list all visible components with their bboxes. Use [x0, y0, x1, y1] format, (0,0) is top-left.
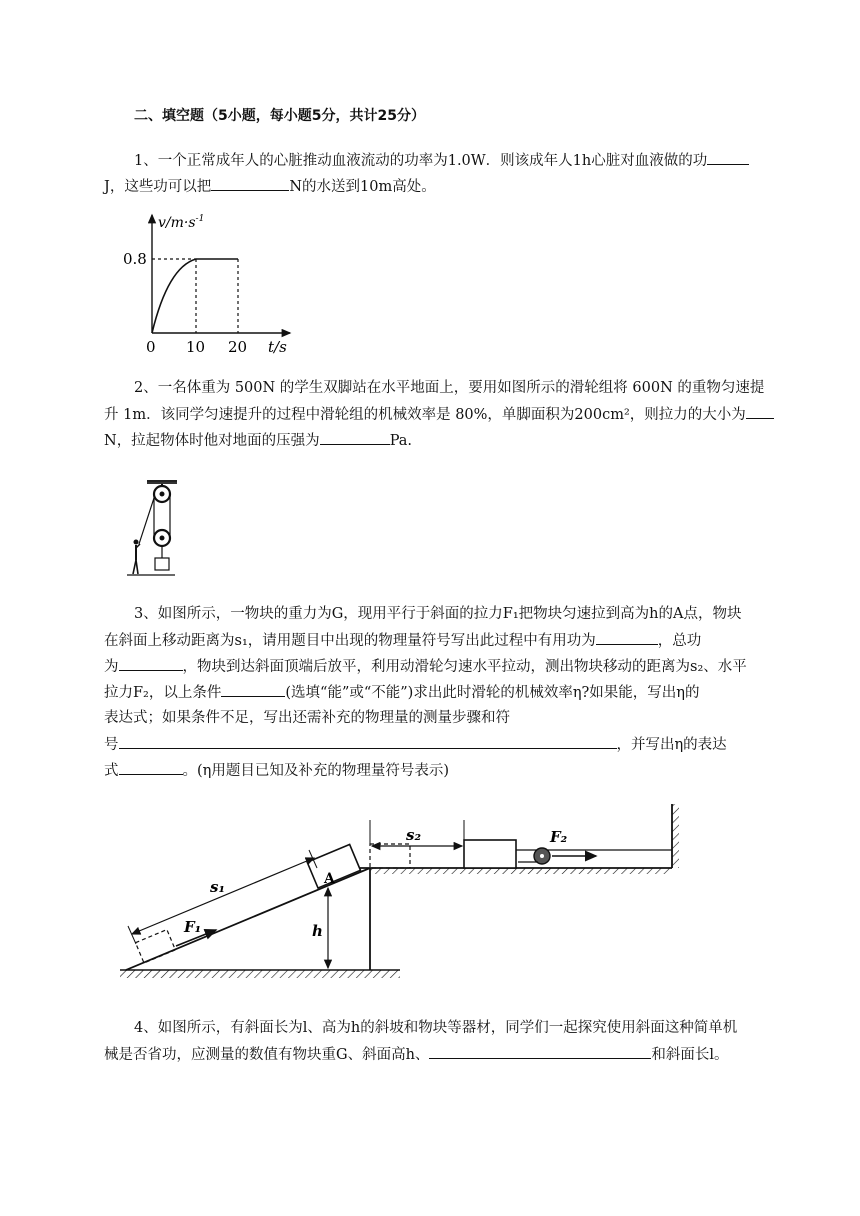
q1-line-2 — [104, 176, 436, 197]
q3-text-2b: ，总功 — [657, 633, 702, 649]
q4-text-2b: 和斜面长l。 — [651, 1047, 729, 1063]
x-tick-10: 10 — [186, 338, 206, 356]
q4-text-2a: 械是否省功，应测量的数值有物块重G、斜面高h、 — [104, 1047, 430, 1063]
q3-text-3a: 为 — [104, 659, 119, 675]
section-title: 二、填空题（5小题，每小题5分，共计25分） — [134, 108, 425, 124]
q2-text-3b: Pa. — [389, 433, 413, 449]
label-A: A — [324, 871, 335, 887]
block-on-platform — [464, 840, 516, 868]
acceleration-curve — [152, 259, 196, 333]
y-axis-label: $v/m\cdot s^{-1}$ — [158, 214, 205, 231]
q3-line-1: 3、如图所示，一物块的重力为G，现用平行于斜面的拉力F₁把物块匀速拉到高为h的A点，物块 — [134, 606, 742, 622]
x-tick-20: 20 — [228, 338, 248, 356]
q2-blank-1[interactable] — [746, 404, 774, 419]
q3-text-6a: 号 — [104, 737, 119, 753]
q1-text-2b: N的水送到10m高处。 — [289, 179, 436, 195]
label-s1: s₁ — [210, 878, 226, 896]
q3-line-5: 表达式；如果条件不足，写出还需补充的物理量的测量步骤和符 — [104, 710, 510, 726]
q3-line-7 — [104, 760, 449, 781]
q1-blank-2[interactable] — [211, 176, 289, 191]
q3-text-6b: ，并写出η的表达 — [616, 737, 727, 753]
q3-line-3 — [104, 656, 747, 677]
q3-text-4a: 拉力F₂，以上条件 — [104, 685, 222, 701]
dimension-s1 — [132, 858, 314, 934]
label-h: h — [312, 922, 323, 940]
q3-text-7a: 式 — [104, 763, 119, 779]
pull-rope — [139, 498, 154, 544]
q2-line-3 — [104, 430, 412, 451]
q3-blank-useful-work[interactable] — [596, 630, 658, 645]
velocity-time-graph — [110, 205, 310, 360]
q2-line-2 — [104, 404, 774, 425]
pulley-system-figure — [125, 478, 185, 578]
q1-text-2a: J，这些功可以把 — [104, 179, 212, 195]
block-start-dashed — [136, 930, 176, 963]
weight-block — [155, 558, 169, 570]
q1-blank-1[interactable] — [707, 150, 749, 165]
label-F1: F₁ — [184, 918, 202, 936]
q4-line-1: 4、如图所示，有斜面长为l、高为h的斜坡和物块等器材，同学们一起探究使用斜面这种简单机 — [134, 1020, 738, 1036]
q3-text-7b: 。(η用题目已知及补充的物理量符号表示) — [182, 763, 449, 779]
q2-text-3a: N，拉起物体时他对地面的压强为 — [104, 433, 320, 449]
q3-blank-steps[interactable] — [119, 734, 617, 749]
wall-hatch — [672, 804, 679, 868]
q3-text-2a: 在斜面上移动距离为s₁，请用题目中出现的物理量符号写出此过程中有用功为 — [104, 633, 596, 649]
q3-text-4b: (选填“能”或“不能”)求出此时滑轮的机械效率η?如果能，写出η的 — [285, 685, 700, 701]
q3-blank-expression[interactable] — [119, 760, 183, 775]
x-tick-0: 0 — [146, 338, 156, 356]
q4-blank[interactable] — [429, 1044, 651, 1059]
q2-text-2: 升 1m．该同学匀速提升的过程中滑轮组的机械效率是 80%，单脚面积为200cm²，则拉力的大小为 — [104, 407, 746, 423]
q2-blank-2[interactable] — [320, 430, 390, 445]
person-head — [134, 540, 139, 545]
platform-hatch — [370, 868, 672, 874]
label-s2: s₂ — [406, 826, 422, 844]
block-platform-start-dashed — [370, 844, 410, 868]
q3-line-4 — [104, 682, 700, 703]
q1-line-1 — [134, 150, 749, 171]
q4-line-2 — [104, 1044, 729, 1065]
label-F2: F₂ — [550, 828, 568, 846]
q1-text-1: 1、一个正常成年人的心脏推动血液流动的功率为1.0W．则该成年人1h心脏对血液做的功 — [134, 153, 708, 169]
ground-hatch — [120, 970, 400, 978]
y-tick-label: 0.8 — [123, 250, 147, 268]
q3-line-6 — [104, 734, 727, 755]
q3-line-2 — [104, 630, 701, 651]
q3-text-3b: ，物块到达斜面顶端后放平，利用动滑轮匀速水平拉动，测出物块移动的距离为s₂、水平 — [182, 659, 747, 675]
x-axis-label: t/s — [268, 338, 287, 356]
incline-pulley-figure — [118, 800, 693, 990]
q3-blank-total-work[interactable] — [119, 656, 183, 671]
q3-blank-can-or-not[interactable] — [221, 682, 285, 697]
q2-line-1: 2、一名体重为 500N 的学生双脚站在水平地面上，要用如图所示的滑轮组将 600N 的重物匀速提 — [134, 380, 765, 396]
